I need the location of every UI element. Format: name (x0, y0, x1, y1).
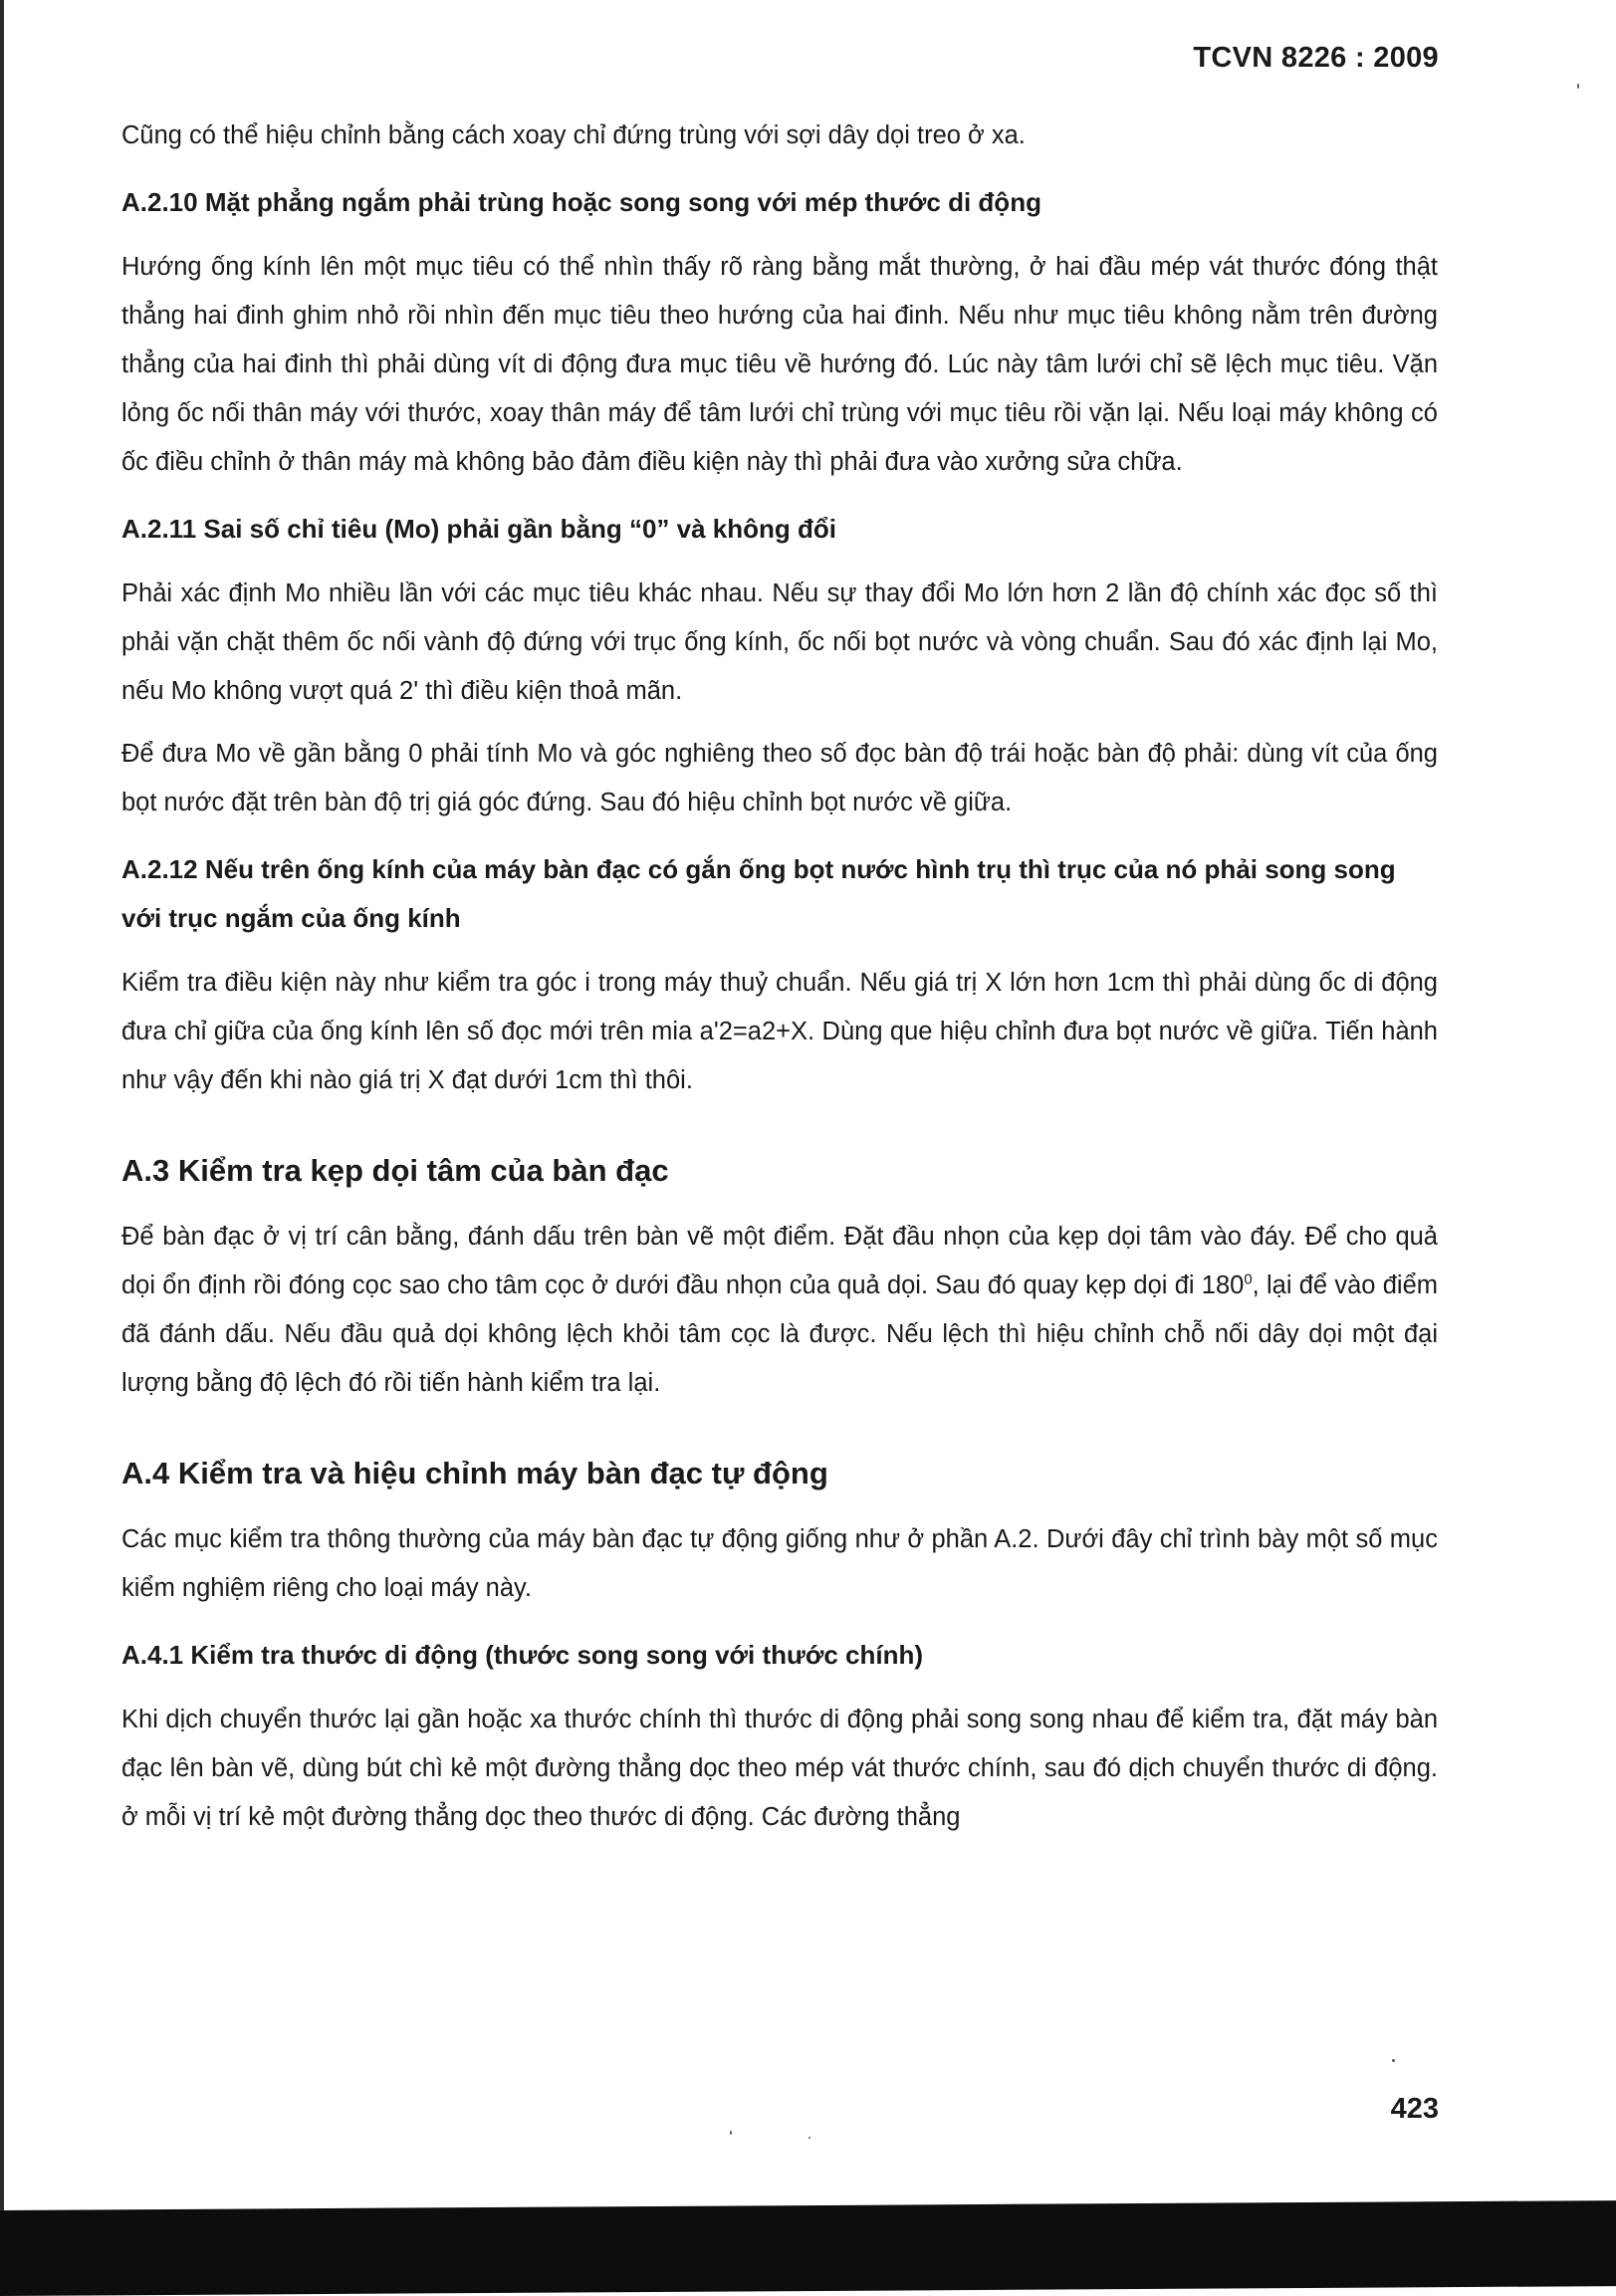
scan-bottom-band (0, 2200, 1616, 2296)
standard-code-header: TCVN 8226 : 2009 (1193, 42, 1439, 74)
scan-speck (808, 2137, 810, 2139)
paragraph-a-2-11-first: Phải xác định Mo nhiều lần với các mục tiêu khác nhau. Nếu sự thay đổi Mo lớn hơn 2 lần độ chính xác đọc số thì phải vặn chặt thêm ốc nối vành độ đứng với trục ống kính, ốc nối bọt nước và vòng chuẩn. Sau đó xác định lại Mo, nếu Mo không vượt quá 2' thì điều kiện thoả mãn. (121, 579, 1438, 705)
paragraph-a-4: Các mục kiểm tra thông thường của máy bàn đạc tự động giống như ở phần A.2. Dưới đây chỉ trình bày một số mục kiểm nghiệm riêng cho loại máy này. (121, 1525, 1438, 1602)
paragraph-intro: Cũng có thể hiệu chỉnh bằng cách xoay chỉ đứng trùng với sợi dây dọi treo ở xa. (121, 121, 1026, 149)
paragraph-a-2-11-second: Để đưa Mo về gần bằng 0 phải tính Mo và góc nghiêng theo số đọc bàn độ trái hoặc bàn độ phải: dùng vít của ống bọt nước đặt trên bàn độ trị giá góc đứng. Sau đó hiệu chỉnh bọt nước về giữa. (121, 740, 1438, 816)
heading-a-2-10: A.2.10 Mặt phẳng ngắm phải trùng hoặc song song với mép thước di động (121, 187, 1041, 217)
heading-a-4: A.4 Kiểm tra và hiệu chỉnh máy bàn đạc tự động (121, 1456, 828, 1491)
heading-a-4-1: A.4.1 Kiểm tra thước di động (thước song song với thước chính) (121, 1640, 924, 1670)
paragraph-a-3 (121, 1213, 1438, 1408)
scan-left-edge (0, 0, 4, 2210)
page-number: 423 (1390, 2093, 1439, 2125)
paragraph-a-2-12: Kiểm tra điều kiện này như kiểm tra góc i trong máy thuỷ chuẩn. Nếu giá trị X lớn hơn 1cm thì phải dùng ốc di động đưa chỉ giữa của ống kính lên số đọc mới trên mia a'2=a2+X. Dùng que hiệu chỉnh đưa bọt nước về giữa. Tiến hành như vậy đến khi nào giá trị X đạt dưới 1cm thì thôi. (121, 969, 1438, 1094)
degree-superscript: 0 (1244, 1270, 1253, 1288)
paragraph-a-3-part-1: Để bàn đạc ở vị trí cân bằng, đánh dấu trên bàn vẽ một điểm. Đặt đầu nhọn của kẹp dọi tâm vào đáy. Để cho quả dọi ổn định rồi đóng cọc sao cho tâm cọc ở dưới đầu nhọn của quả dọi. Sau đó quay kẹp dọi đi 180 (121, 1223, 1438, 1299)
paragraph-a-3-part-2: , lại để vào điểm đã đánh dấu. Nếu đầu quả dọi không lệch khỏi tâm cọc là được. Nếu lệch thì hiệu chỉnh chỗ nối dây dọi một đại lượng bằng độ lệch đó rồi tiến hành kiểm tra lại. (121, 1271, 1438, 1397)
paragraph-a-4-1: Khi dịch chuyển thước lại gần hoặc xa thước chính thì thước di động phải song song nhau để kiểm tra, đặt máy bàn đạc lên bàn vẽ, dùng bút chì kẻ một đường thẳng dọc theo mép vát thước chính, sau đó dịch chuyển thước di động. ở mỗi vị trí kẻ một đường thẳng dọc theo thước di động. Các đường thẳng (121, 1706, 1438, 1831)
heading-a-2-11: A.2.11 Sai số chỉ tiêu (Mo) phải gần bằng “0” và không đổi (121, 514, 836, 544)
page-content (121, 112, 1438, 1842)
scan-speck (1392, 2059, 1395, 2062)
scan-speck (730, 2131, 732, 2135)
heading-a-3: A.3 Kiểm tra kẹp dọi tâm của bàn đạc (121, 1153, 669, 1188)
paragraph-a-2-10: Hướng ống kính lên một mục tiêu có thể nhìn thấy rõ ràng bằng mắt thường, ở hai đầu mép vát thước đóng thật thẳng hai đinh ghim nhỏ rồi nhìn đến mục tiêu theo hướng của hai đinh. Nếu như mục tiêu không nằm trên đường thẳng của hai đinh thì phải dùng vít di động đưa mục tiêu về hướng đó. Lúc này tâm lưới chỉ sẽ lệch mục tiêu. Vặn lỏng ốc nối thân máy với thước, xoay thân máy để tâm lưới chỉ trùng với mục tiêu rồi vặn lại. Nếu loại máy không có ốc điều chỉnh ở thân máy mà không bảo đảm điều kiện này thì phải đưa vào xưởng sửa chữa. (121, 253, 1438, 476)
scan-speck (1577, 84, 1579, 89)
heading-a-2-12: A.2.12 Nếu trên ống kính của máy bàn đạc có gắn ống bọt nước hình trụ thì trục của nó phải song song với trục ngắm của ống kính (121, 854, 1396, 933)
